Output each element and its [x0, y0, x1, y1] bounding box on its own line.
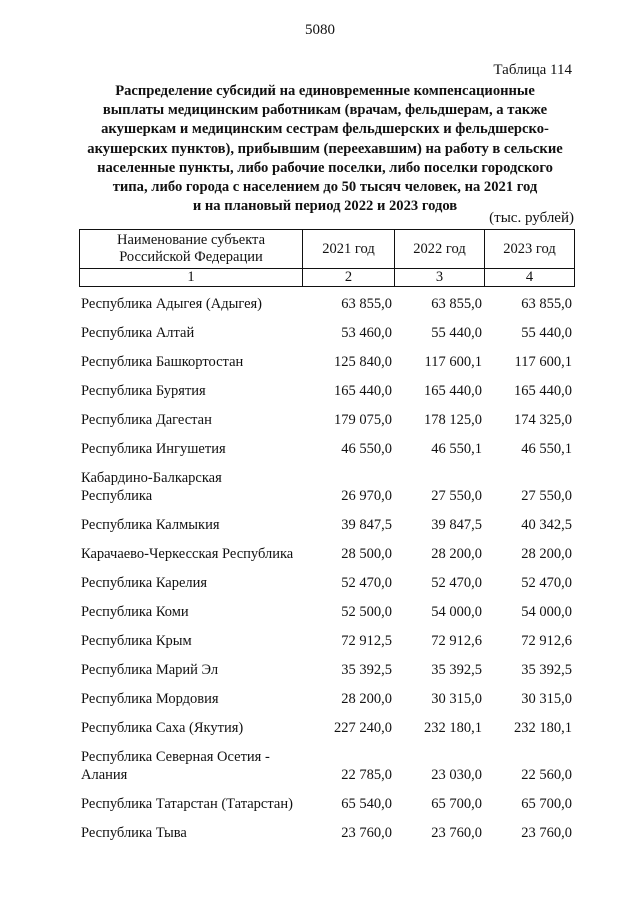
value-2021: 22 785,0 — [341, 767, 392, 783]
value-2022: 35 392,5 — [431, 662, 482, 678]
table-row — [79, 464, 574, 511]
table-row — [79, 348, 574, 377]
table-row — [79, 569, 574, 598]
value-2023: 52 470,0 — [521, 575, 572, 591]
title-line: акушеркам и медицинским сестрам фельдшерских и фельдшерско- — [101, 121, 549, 138]
value-2023: 54 000,0 — [521, 604, 572, 620]
value-2021: 165 440,0 — [334, 383, 392, 399]
value-2023: 174 325,0 — [514, 412, 572, 428]
region-name: Республика Калмыкия — [81, 517, 220, 533]
region-name-line: Республика — [81, 488, 153, 504]
value-2022: 117 600,1 — [424, 354, 482, 370]
value-2023: 28 200,0 — [521, 546, 572, 562]
value-2022: 52 470,0 — [431, 575, 482, 591]
value-2022: 23 030,0 — [431, 767, 482, 783]
value-2023: 40 342,5 — [521, 517, 572, 533]
value-2023: 65 700,0 — [521, 796, 572, 812]
region-name-line: Кабардино-Балкарская — [81, 470, 222, 486]
table-row — [79, 656, 574, 685]
header-region-name — [80, 230, 303, 269]
value-2021: 65 540,0 — [341, 796, 392, 812]
region-name-line: Алания — [81, 767, 128, 783]
table-label: Таблица 114 — [493, 62, 572, 78]
value-2023: 72 912,6 — [521, 633, 572, 649]
region-name: Республика Мордовия — [81, 691, 219, 707]
value-2023: 23 760,0 — [521, 825, 572, 841]
value-2022: 63 855,0 — [431, 296, 482, 312]
value-2021: 53 460,0 — [341, 325, 392, 341]
region-name: Карачаево-Черкесская Республика — [81, 546, 294, 562]
value-2022: 54 000,0 — [431, 604, 482, 620]
value-2022: 27 550,0 — [431, 488, 482, 504]
value-2022: 72 912,6 — [431, 633, 482, 649]
title-line: населенные пункты, либо рабочие поселки, либо поселки городского — [97, 159, 553, 176]
region-name-line: Республика Северная Осетия - — [81, 749, 270, 765]
region-name: Республика Бурятия — [81, 383, 206, 399]
value-2021: 35 392,5 — [341, 662, 392, 678]
value-2021: 52 470,0 — [341, 575, 392, 591]
value-2023: 117 600,1 — [514, 354, 572, 370]
region-name: Республика Татарстан (Татарстан) — [81, 796, 293, 812]
value-2022: 232 180,1 — [424, 720, 482, 736]
header-year-2022: 2022 год — [395, 230, 485, 269]
header-region-line: Российской Федерации — [119, 249, 263, 265]
value-2021: 179 075,0 — [334, 412, 392, 428]
table-row — [79, 319, 574, 348]
value-2022: 55 440,0 — [431, 325, 482, 341]
column-number-row — [80, 269, 575, 287]
value-2022: 178 125,0 — [424, 412, 482, 428]
header-year-2021: 2021 год — [303, 230, 395, 269]
table-header — [79, 229, 575, 287]
document-title — [80, 82, 570, 216]
value-2021: 46 550,0 — [341, 441, 392, 457]
column-number: 2 — [303, 269, 395, 287]
table-row — [79, 377, 574, 406]
value-2021: 26 970,0 — [341, 488, 392, 504]
value-2021: 23 760,0 — [341, 825, 392, 841]
table-row — [79, 540, 574, 569]
column-number: 4 — [485, 269, 575, 287]
table-row — [79, 435, 574, 464]
region-name: Республика Тыва — [81, 825, 187, 841]
region-name — [79, 464, 302, 511]
value-2023: 46 550,1 — [521, 441, 572, 457]
region-name: Республика Дагестан — [81, 412, 212, 428]
region-name: Республика Карелия — [81, 575, 208, 591]
value-2022: 165 440,0 — [424, 383, 482, 399]
column-number: 1 — [80, 269, 303, 287]
region-name: Республика Коми — [81, 604, 189, 620]
table-row — [79, 290, 574, 319]
value-2023: 55 440,0 — [521, 325, 572, 341]
data-table — [79, 290, 574, 848]
value-2023: 165 440,0 — [514, 383, 572, 399]
column-number: 3 — [395, 269, 485, 287]
table-row — [79, 743, 574, 790]
table-row — [79, 790, 574, 819]
title-line: выплаты медицинским работникам (врачам, фельдшерам, а также — [102, 102, 548, 119]
title-line: и на плановый период 2022 и 2023 годов — [192, 198, 458, 215]
header-region-line: Наименование субъекта — [116, 232, 266, 248]
value-2022: 23 760,0 — [431, 825, 482, 841]
region-name: Республика Алтай — [81, 325, 195, 341]
value-2023: 27 550,0 — [521, 488, 572, 504]
value-2022: 46 550,1 — [431, 441, 482, 457]
value-2023: 63 855,0 — [521, 296, 572, 312]
region-name: Республика Башкортостан — [81, 354, 244, 370]
title-line: Распределение субсидий на единовременные компенсационные — [115, 83, 535, 99]
table-row — [79, 598, 574, 627]
region-name: Республика Марий Эл — [81, 662, 219, 678]
value-2021: 52 500,0 — [341, 604, 392, 620]
title-line: типа, либо города с населением до 50 тысяч человек, на 2021 год — [112, 179, 538, 196]
table-row — [79, 406, 574, 435]
units-label: (тыс. рублей) — [489, 210, 574, 226]
value-2021: 39 847,5 — [341, 517, 392, 533]
table-row — [79, 511, 574, 540]
page-number: 5080 — [305, 22, 335, 38]
region-name: Республика Крым — [81, 633, 192, 649]
value-2021: 63 855,0 — [341, 296, 392, 312]
value-2022: 28 200,0 — [431, 546, 482, 562]
value-2022: 65 700,0 — [431, 796, 482, 812]
value-2023: 22 560,0 — [521, 767, 572, 783]
value-2022: 39 847,5 — [431, 517, 482, 533]
title-line: акушерских пунктов), прибывшим (переехавшим) на работу в сельские — [87, 140, 563, 157]
header-year-2023: 2023 год — [485, 230, 575, 269]
value-2022: 30 315,0 — [431, 691, 482, 707]
value-2021: 125 840,0 — [334, 354, 392, 370]
region-name — [79, 743, 302, 790]
table-row — [79, 627, 574, 656]
value-2023: 232 180,1 — [514, 720, 572, 736]
table-row — [79, 685, 574, 714]
table-row — [79, 714, 574, 743]
value-2021: 227 240,0 — [334, 720, 392, 736]
region-name: Республика Адыгея (Адыгея) — [81, 296, 263, 312]
table-row — [79, 819, 574, 848]
value-2021: 72 912,5 — [341, 633, 392, 649]
value-2021: 28 200,0 — [341, 691, 392, 707]
value-2023: 30 315,0 — [521, 691, 572, 707]
region-name: Республика Ингушетия — [81, 441, 226, 457]
value-2023: 35 392,5 — [521, 662, 572, 678]
header-row — [80, 230, 575, 269]
value-2021: 28 500,0 — [341, 546, 392, 562]
region-name: Республика Саха (Якутия) — [81, 720, 244, 736]
